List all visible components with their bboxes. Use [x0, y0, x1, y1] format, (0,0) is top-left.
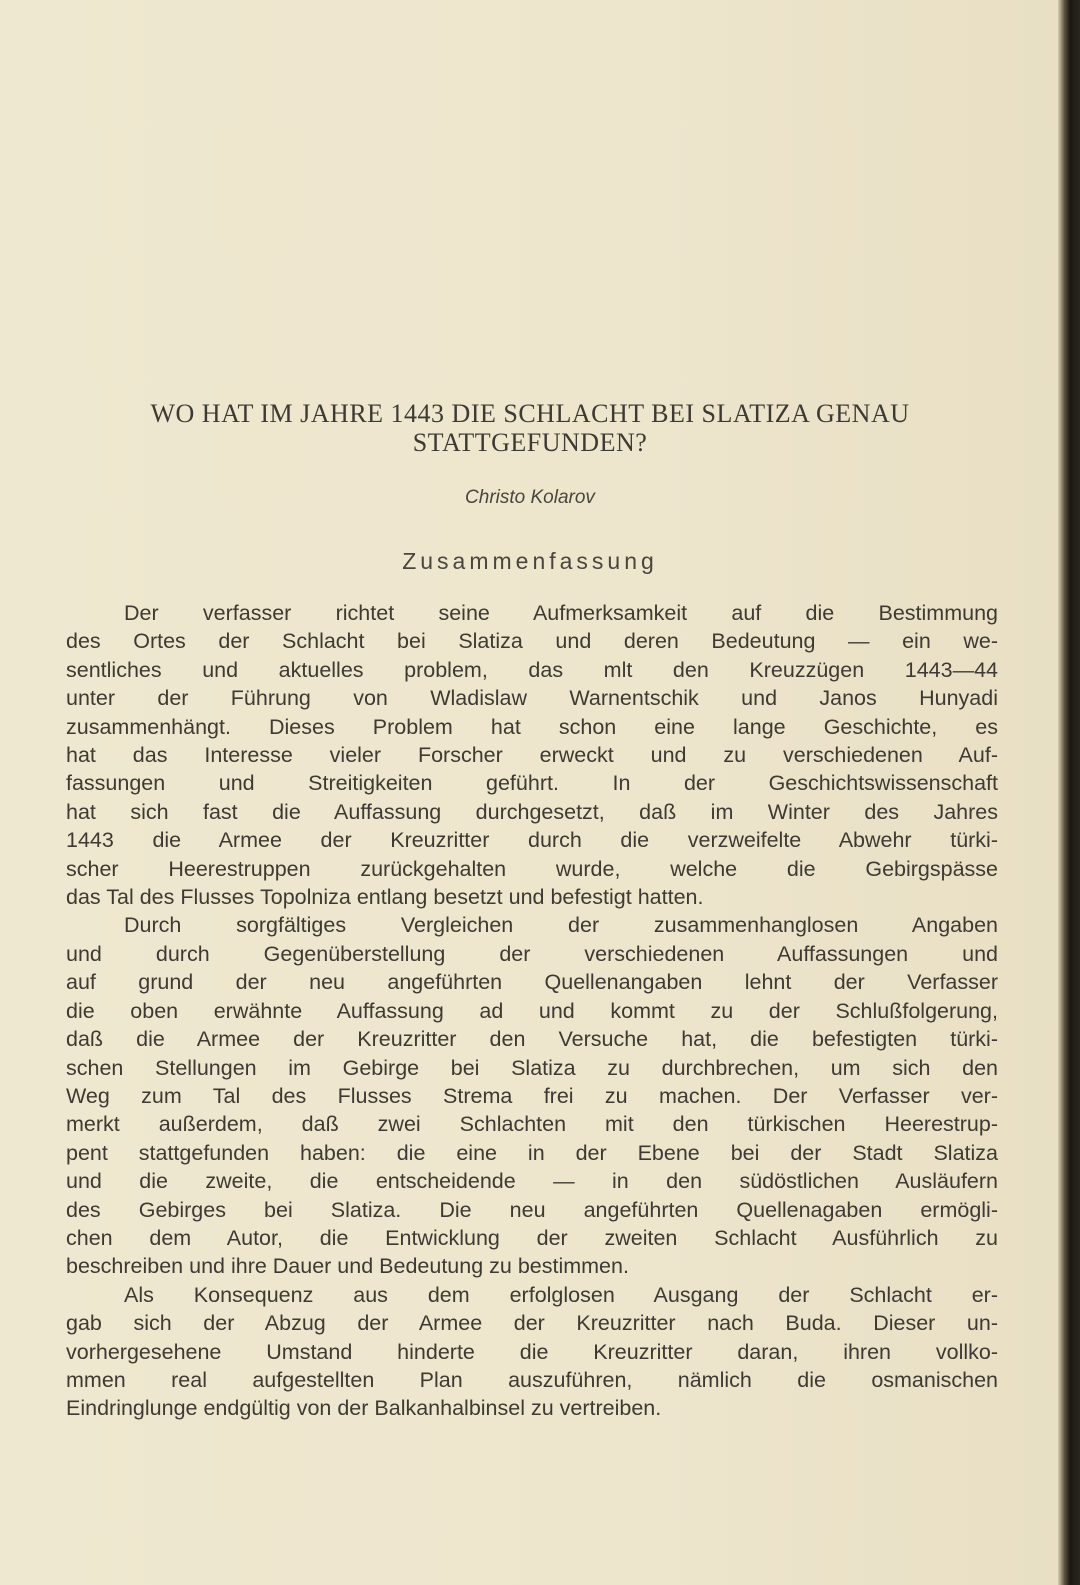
text-line: merkt außerdem, daß zwei Schlachten mit den türkischen Heerestrup- [66, 1112, 998, 1137]
text-line: und die zweite, die entscheidende — in den südöstlichen Ausläufern [66, 1169, 998, 1194]
text-line: und durch Gegenüberstellung der verschiedenen Auffassungen und [66, 941, 998, 966]
text-line: zusammenhängt. Dieses Problem hat schon eine lange Geschichte, es [66, 714, 998, 739]
title-line: WO HAT IM JAHRE 1443 DIE SCHLACHT BEI SLATIZA GENAU [150, 399, 910, 428]
text-line: auf grund der neu angeführten Quellenangaben lehnt der Verfasser [66, 970, 998, 995]
article-title [66, 399, 994, 457]
text-line: Der verfasser richtet seine Aufmerksamkeit auf die Bestimmung [124, 601, 998, 625]
title-line: STATTGEFUNDEN? [412, 428, 648, 457]
book-binding-edge [1058, 0, 1080, 1585]
text-line: das Tal des Flusses Topolniza entlang besetzt und befestigt hatten. [66, 885, 704, 910]
text-line: des Ortes der Schlacht bei Slatiza und deren Bedeutung — ein we- [66, 629, 998, 654]
paragraph [66, 1281, 998, 1423]
text-line: sentliches und aktuelles problem, das mlt den Kreuzzügen 1443—44 [66, 657, 998, 682]
text-line: schen Stellungen im Gebirge bei Slatiza zu durchbrechen, um sich den [66, 1055, 998, 1080]
text-line: fassungen und Streitigkeiten geführt. In der Geschichtswissenschaft [66, 771, 998, 796]
text-line: hat sich fast die Auffassung durchgesetzt, daß im Winter des Jahres [66, 799, 998, 824]
text-line: des Gebirges bei Slatiza. Die neu angeführten Quellenagaben ermögli- [66, 1197, 998, 1222]
author-name: Christo Kolarov [465, 487, 595, 508]
text-line: chen dem Autor, die Entwicklung der zweiten Schlacht Ausführlich zu [66, 1225, 998, 1250]
text-line: Durch sorgfältiges Vergleichen der zusammenhanglosen Angaben [124, 913, 998, 938]
text-line: beschreiben und ihre Dauer und Bedeutung zu bestimmen. [66, 1254, 629, 1279]
section-heading: Zusammenfassung [402, 548, 658, 574]
text-line: 1443 die Armee der Kreuzritter durch die verzweifelte Abwehr türki- [66, 828, 998, 853]
text-line: unter der Führung von Wladislaw Warnentschik und Janos Hunyadi [66, 686, 998, 711]
text-line: daß die Armee der Kreuzritter den Versuche hat, die befestigten türki- [66, 1027, 998, 1052]
text-line: Eindringlunge endgültig von der Balkanhalbinsel zu vertreiben. [66, 1396, 662, 1421]
text-line: Weg zum Tal des Flusses Strema frei zu machen. Der Verfasser ver- [66, 1083, 998, 1108]
text-line: scher Heerestruppen zurückgehalten wurde, welche die Gebirgspässe [66, 856, 998, 881]
paragraph [66, 911, 998, 1280]
text-line: mmen real aufgestellten Plan auszuführen, nämlich die osmanischen [66, 1367, 998, 1392]
text-line: hat das Interesse vieler Forscher erweckt und zu verschiedenen Auf- [66, 743, 998, 768]
paragraph [66, 599, 998, 911]
text-line: gab sich der Abzug der Armee der Kreuzritter nach Buda. Dieser un- [66, 1311, 998, 1336]
article-body [66, 599, 998, 1423]
text-line: vorhergesehene Umstand hinderte die Kreuzritter daran, ihren vollko- [66, 1339, 998, 1364]
text-line: Als Konsequenz aus dem erfolglosen Ausgang der Schlacht er- [124, 1282, 998, 1307]
text-line: pent stattgefunden haben: die eine in der Ebene bei der Stadt Slatiza [66, 1140, 998, 1165]
text-line: die oben erwähnte Auffassung ad und kommt zu der Schlußfolgerung, [66, 998, 998, 1023]
